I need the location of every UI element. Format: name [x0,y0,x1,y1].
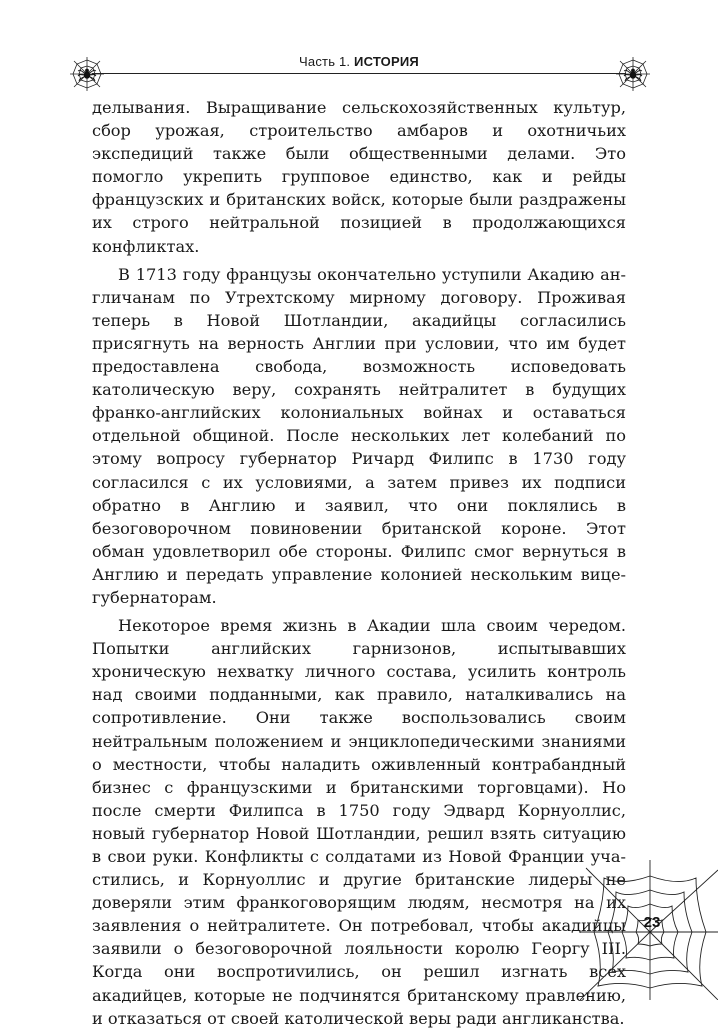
paragraph-1: делывания. Выращивание сельскохозяйственных культур, сбор урожая, строительство амбаров и охотничьих экспедиций также были общественными делами. Это помогло укрепить групповое единство, как и рейды французских и британских войск, которые были раздражены их строго нейтральной позицией в продолжающихся конфликтах. [92,98,626,256]
running-header [0,48,718,94]
header-title [0,54,718,69]
header-rule [92,73,626,74]
paragraph-3: Некоторое время жизнь в Акадии шла своим чередом. Попытки английских гарнизонов, испытывавших хроническую нехватку личного состава, усилить контроль над своими подданными, как правило, наталкивались на сопротивление. Они также воспользовались своим нейтральным положением и энциклопедическими знаниями о местности, чтобы наладить оживленный контрабандный бизнес с французскими и британскими торговцами). Но после смерти Филипса в 1750 году Эдвард Корнуоллис, новый губернатор Новой Шотландии, решил взять ситуацию в свои руки. Конфликты с солдатами из Новой Франции участились, и Корнуоллис и другие британские лидеры не доверяли этим франкоговорящим людям, несмотря на их заявления о нейтралитете. Он потребовал, чтобы акадийцы заявили о безоговорочной лояльности королю Георгу III. Когда они воспротиvились, он решил изгнать всех акадийцев, которые не подчинятся британскому правлению, и отказаться от своей католической веры ради англиканства. [92,616,626,1028]
header-section: ИСТОРИЯ [354,54,419,69]
header-part: Часть 1. [299,54,351,69]
paragraph-2: В 1713 году французы окончательно уступили Акадию англичанам по Утрехтскому мирному договору. Проживая теперь в Новой Шотландии, акадийцы согласились присягнуть на верность Англии при условии, что им будет предоставлена свобода, возможность исповедовать католическую веру, сохранять нейтралитет в будущих франко-английских колониальных войнах и оставаться отдельной общиной. После нескольких лет колебаний по этому вопросу губернатор Ричард Филипс в 1730 году согласился с их условиями, а затем привез их подписи обратно в Англию и заявил, что они поклялись в безоговорочном повиновении британской короне. Этот обман удовлетворил обе стороны. Филипс смог вернуться в Англию и передать управление колонией нескольким вице-губернаторам. [92,264,626,607]
page-number: 23 [643,914,661,931]
spider-icon [614,55,652,93]
body-text [92,96,626,1035]
